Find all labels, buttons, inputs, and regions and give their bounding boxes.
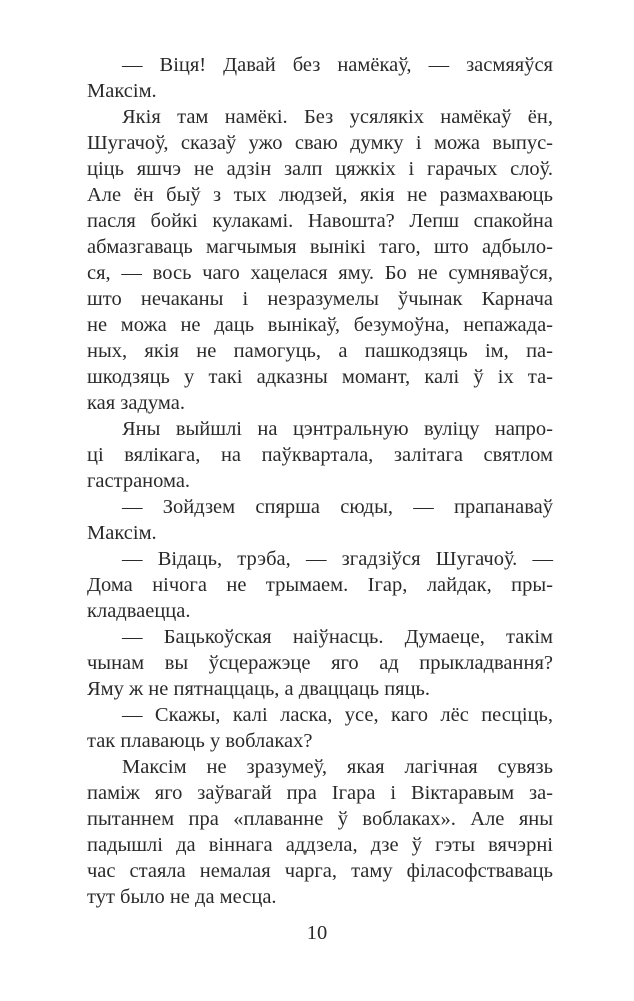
paragraph: [87, 52, 553, 104]
text-line: ных, якія не памогуць, а пашкодзяць ім, па-: [87, 340, 553, 362]
text-line: не можа не даць вынікаў, безумоўна, непажада-: [87, 314, 553, 336]
text-line: падышлі да віннага аддзела, дзе ў гэты вячэрні: [87, 834, 553, 856]
paragraph: [87, 416, 553, 494]
text-line: абмазгаваць магчымыя вынікі таго, што адбыло-: [87, 236, 553, 258]
text-line: шкодзяць у такі адказны момант, калі ў іх та-: [87, 366, 553, 388]
text-line: тут было не да месца.: [87, 886, 277, 908]
text-line: Шугачоў, сказаў ужо сваю думку і можа выпус-: [87, 132, 553, 154]
text-line: Але ён быў з тых людзей, якія не размахваюць: [87, 184, 553, 206]
text-line: паміж яго заўвагай пра Ігара і Віктаравым за-: [87, 782, 553, 804]
page-body-text: [87, 52, 553, 910]
paragraph: [87, 624, 553, 702]
text-line: ся, — вось чаго хацелася яму. Бо не сумняваўся,: [87, 262, 553, 284]
paragraph: [87, 494, 553, 546]
text-line: так плаваюць у воблаках?: [87, 730, 313, 752]
paragraph: [87, 546, 553, 624]
text-line: — Відаць, трэба, — згадзіўся Шугачоў. —: [122, 548, 553, 570]
paragraph: [87, 104, 553, 416]
text-line: Максім не зразумеў, якая лагічная сувязь: [122, 756, 553, 778]
text-line: Максім.: [87, 522, 157, 544]
page-number: 10: [306, 922, 328, 944]
text-line: чынам вы ўсцеражэце яго ад прыкладвання?: [87, 652, 553, 674]
text-line: пасля бойкі кулакамі. Навошта? Лепш спакойна: [87, 210, 553, 232]
text-line: Максім.: [87, 80, 157, 102]
paragraph: [87, 702, 553, 754]
paragraph: [87, 754, 553, 910]
text-line: — Бацькоўская наіўнасць. Думаеце, такім: [122, 626, 553, 648]
text-line: гастранома.: [87, 470, 191, 492]
text-line: ціць яшчэ не адзін залп цяжкіх і гарачых слоў.: [87, 158, 553, 180]
text-line: — Віця! Давай без намёкаў, — засмяяўся: [122, 54, 553, 76]
text-line: Якія там намёкі. Без усялякіх намёкаў ён,: [122, 106, 553, 128]
text-line: — Скажы, калі ласка, усе, каго лёс песціць,: [122, 704, 553, 726]
text-line: Дома нічога не трымаем. Ігар, лайдак, пры-: [87, 574, 553, 596]
text-line: пытаннем пра «плаванне ў воблаках». Але яны: [87, 808, 553, 830]
text-line: кая задума.: [87, 392, 185, 414]
text-line: — Зойдзем спярша сюды, — прапанаваў: [122, 496, 553, 518]
text-line: што нечаканы і незразумелы ўчынак Карнача: [87, 288, 553, 310]
text-line: кладваецца.: [87, 600, 191, 622]
text-line: ці вялікага, на паўквартала, залітага святлом: [87, 444, 553, 466]
text-line: Яму ж не пятнаццаць, а дваццаць пяць.: [87, 678, 431, 700]
text-line: Яны выйшлі на цэнтральную вуліцу напро-: [122, 418, 553, 440]
text-line: час стаяла немалая чарга, таму філасофстваваць: [87, 860, 553, 882]
